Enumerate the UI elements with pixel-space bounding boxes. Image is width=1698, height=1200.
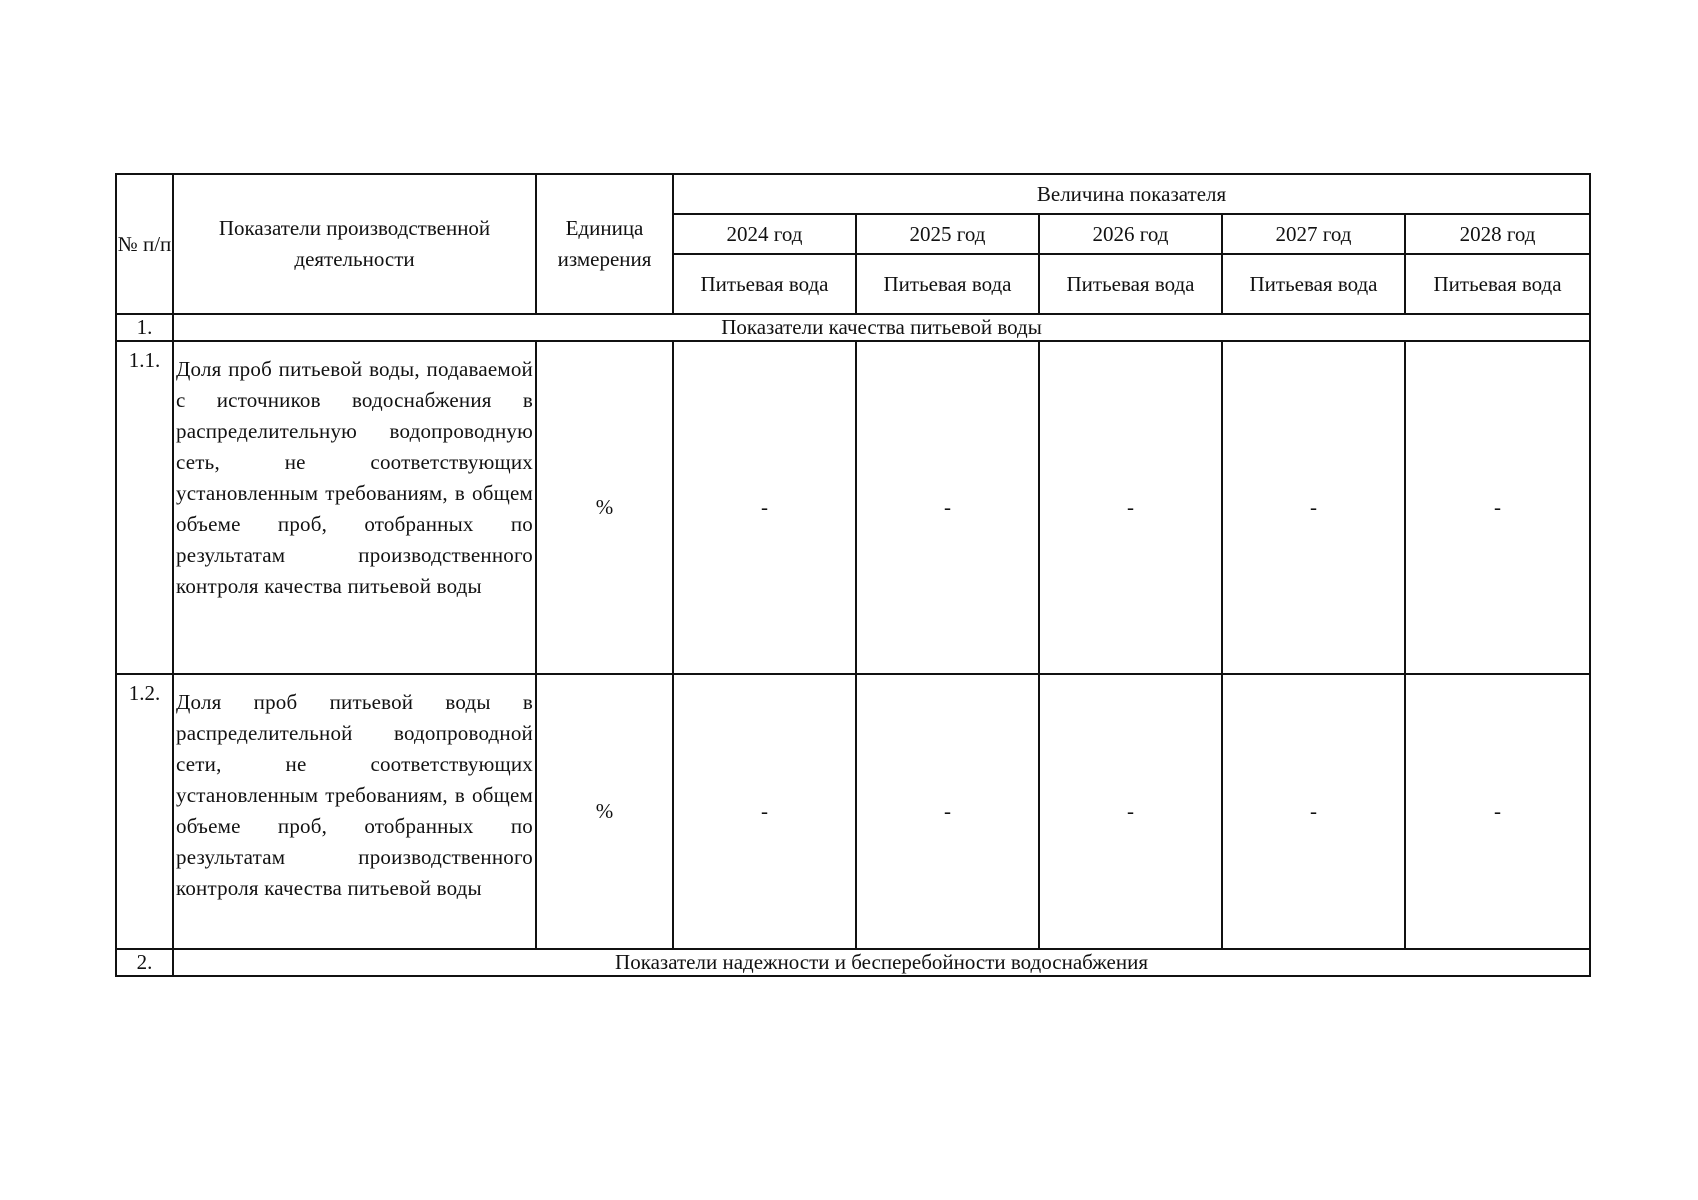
row-unit: % — [536, 674, 673, 949]
row-value: - — [856, 341, 1039, 674]
header-year: 2025 год — [856, 214, 1039, 254]
table-row — [116, 674, 1590, 949]
header-year: 2026 год — [1039, 214, 1222, 254]
header-subheader: Питьевая вода — [1222, 254, 1405, 314]
row-value: - — [1222, 674, 1405, 949]
header-subheader: Питьевая вода — [673, 254, 856, 314]
header-indicator: Показатели производственной деятельности — [173, 174, 536, 314]
row-value: - — [856, 674, 1039, 949]
row-value: - — [1405, 341, 1590, 674]
row-value: - — [1039, 674, 1222, 949]
section-num: 1. — [116, 314, 173, 341]
row-value: - — [1039, 341, 1222, 674]
row-value: - — [1222, 341, 1405, 674]
header-subheader: Питьевая вода — [856, 254, 1039, 314]
indicators-table — [115, 173, 1591, 977]
header-value-group: Величина показателя — [673, 174, 1590, 214]
table-row — [116, 341, 1590, 674]
header-year: 2028 год — [1405, 214, 1590, 254]
row-num: 1.1. — [116, 341, 173, 674]
section-row — [116, 949, 1590, 976]
row-value: - — [1405, 674, 1590, 949]
section-num: 2. — [116, 949, 173, 976]
section-row — [116, 314, 1590, 341]
header-unit: Единица измерения — [536, 174, 673, 314]
header-num: № п/п — [116, 174, 173, 314]
header-row-top — [116, 174, 1590, 214]
section-title: Показатели надежности и бесперебойности водоснабжения — [173, 949, 1590, 976]
indicators-table-container — [115, 173, 1589, 977]
header-subheader: Питьевая вода — [1405, 254, 1590, 314]
row-value: - — [673, 341, 856, 674]
row-unit: % — [536, 341, 673, 674]
header-year: 2027 год — [1222, 214, 1405, 254]
header-subheader: Питьевая вода — [1039, 254, 1222, 314]
row-num: 1.2. — [116, 674, 173, 949]
section-title: Показатели качества питьевой воды — [173, 314, 1590, 341]
row-description: Доля проб питьевой воды, подаваемой с источников водоснабжения в распределительную водопроводную сеть, не соответствующих установленным требованиям, в общем объеме проб, отобранных по результатам производственного контроля качества питьевой воды — [173, 341, 536, 674]
header-year: 2024 год — [673, 214, 856, 254]
row-value: - — [673, 674, 856, 949]
row-description: Доля проб питьевой воды в распределительной водопроводной сети, не соответствующих установленным требованиям, в общем объеме проб, отобранных по результатам производственного контроля качества питьевой воды — [173, 674, 536, 949]
